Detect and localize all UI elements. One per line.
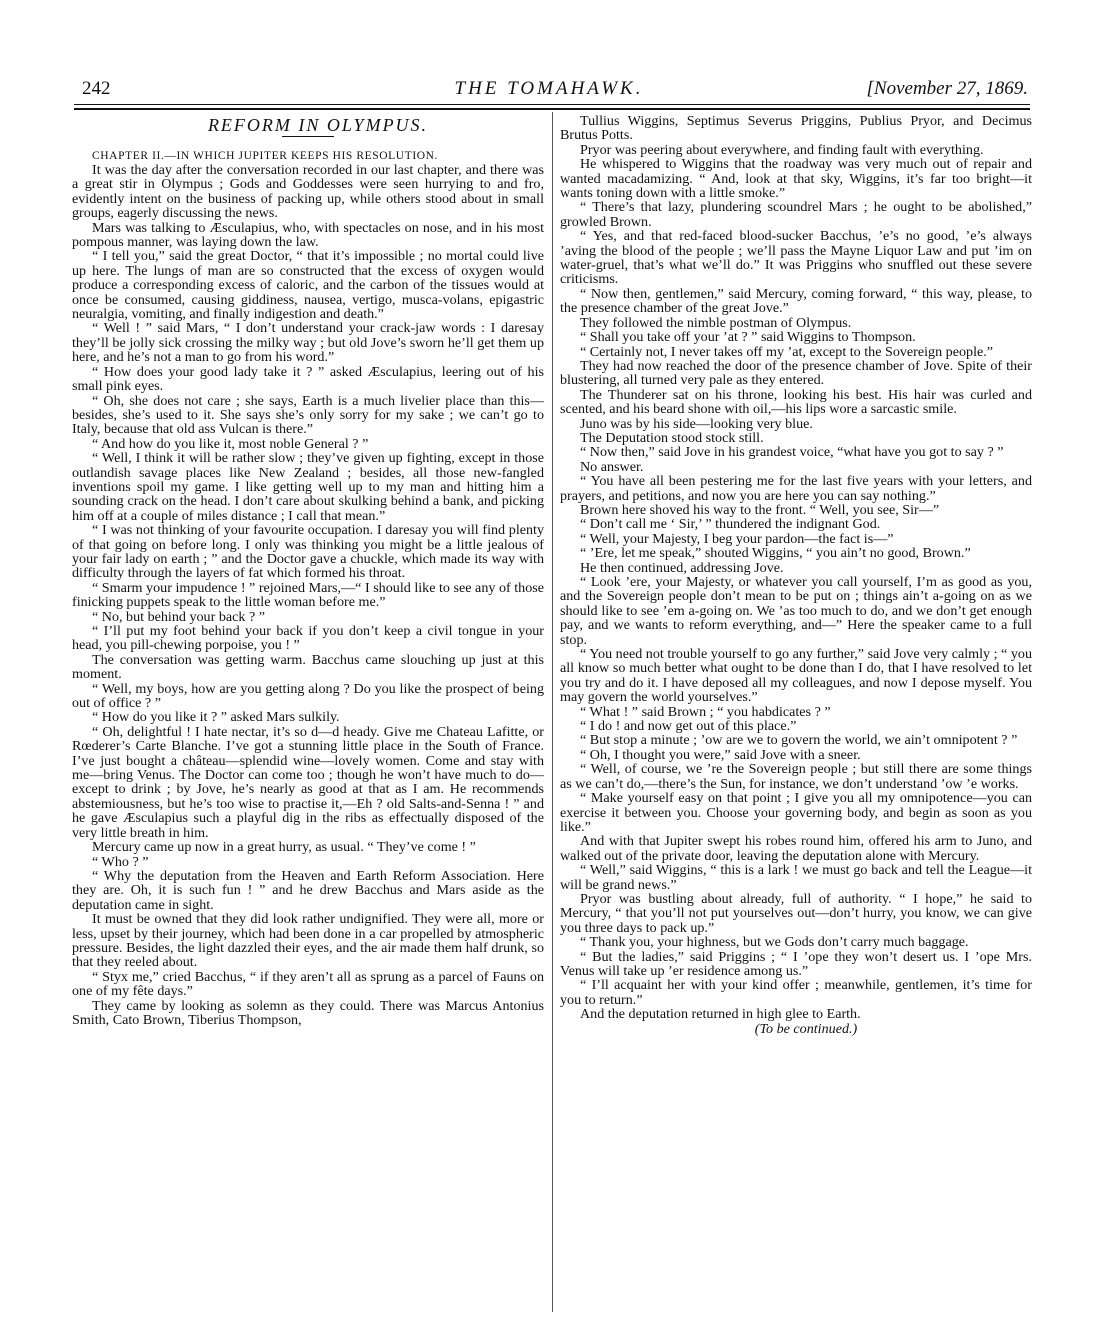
paragraph: “ How do you like it ? ” asked Mars sulkily. [92,709,340,726]
paragraph: “ You need not trouble yourself to go any further,” said Jove very calmly ; “ you all know so much better what ought to be done than I do, that I have resolved to let you try and do it. I have deposed all my colleagues, and now I depose myself. You may govern the world yourselves.” [560,646,1032,706]
right-column [560,114,1032,1036]
left-paragraphs [72,163,544,1027]
paragraph: “ Well, I think it will be rather slow ; they’ve given up fighting, except in those outlandish savage places like New Zealand ; besides, all those new-fangled inventions spoil my game. I like getting well up to my man and hitting him a sounding crack on the head. I don’t care about skulking behind a bank, and picking him off at a couple of miles distance ; I call that mean.” [72,450,544,524]
paragraph: “ How does your good lady take it ? ” asked Æsculapius, leering out of his small pink eyes. [72,363,544,395]
paragraph: Juno was by his side—looking very blue. [580,415,813,432]
paragraph: The conversation was getting warm. Bacchus came slouching up just at this moment. [72,651,544,683]
paragraph: Mars was talking to Æsculapius, who, with spectacles on nose, and in his most pompous manner, was laying down the law. [72,219,544,251]
paragraph: No answer. [580,458,644,475]
paragraph: “ I’ll put my foot behind your back if you don’t keep a civil tongue in your head, you pill-chewing porpoise, you ! ” [72,623,544,654]
paragraph: The Thunderer sat on his throne, looking his best. His hair was curled and scented, and his beard shone with oil,—his lips wore a sarcastic smile. [560,386,1032,418]
paragraph: “ Who ? ” [92,853,149,870]
paragraph: Pryor was bustling about already, full of authority. “ I hope,” he said to Mercury, “ that you’ll not put yourselves out—don’t hurry, you know, we can give you three days to pack up.” [560,890,1032,936]
issue-date: [November 27, 1869. [866,78,1028,99]
right-paragraphs [560,114,1032,1022]
header-rule-thick [74,108,1030,110]
paragraph: Pryor was peering about everywhere, and finding fault with everything. [580,141,984,158]
paragraph: “ Why the deputation from the Heaven and Earth Reform Association. Here they are. Oh, it is such fun ! ” and he drew Bacchus and Mars aside as the deputation came in sight. [72,867,544,913]
page-number: 242 [82,78,111,99]
paragraph: “ Certainly not, I never takes off my ’at, except to the Sovereign people.” [580,343,994,360]
paragraph: “ Don’t call me ‘ Sir,’ ” thundered the indignant God. [580,516,881,533]
paragraph: They had now reached the door of the presence chamber of Jove. Spite of their blustering, all turned very pale as they entered. [560,357,1032,389]
paragraph: “ Styx me,” cried Bacchus, “ if they aren’t all as sprung as a parcel of Fauns on one of my fête days.” [72,968,544,1000]
paragraph: “ ’Ere, let me speak,” shouted Wiggins, “ you ain’t no good, Brown.” [580,545,971,562]
page-header [68,78,1030,104]
column-separator [552,112,553,1312]
paragraph: “ You have all been pestering me for the last five years with your letters, and prayers, and petitions, and now you are here you can say nothing.” [560,473,1032,504]
paragraph: “ No, but behind your back ? ” [92,608,265,625]
paragraph: And the deputation returned in high glee to Earth. [580,1006,861,1023]
paragraph: It was the day after the conversation recorded in our last chapter, and there was a great stir in Olympus ; Gods and Goddesses were seen hurrying to and fro, evidently intent on the business of packing up, while others stood about in small groups, eagerly discussing the news. [72,162,544,222]
paragraph: “ But stop a minute ; ’ow are we to govern the world, we ain’t omnipotent ? ” [580,732,1018,749]
paragraph: They followed the nimble postman of Olympus. [580,314,852,331]
paragraph: Brown here shoved his way to the front. “ Well, you see, Sir—” [580,501,940,518]
paragraph: “ There’s that lazy, plundering scoundrel Mars ; he ought to be abolished,” growled Brown. [560,199,1032,230]
paragraph: They came by looking as solemn as they could. There was Marcus Antonius Smith, Cato Brown, Tiberius Thompson, [72,997,544,1028]
paragraph: “ Oh, she does not care ; she says, Earth is a much livelier place than this—besides, she’s used to it. She says she’s only sorry for my sake ; we can’t go to Italy, because that old ass Vulcan is there.” [72,392,544,438]
paragraph: “ Well, my boys, how are you getting along ? Do you like the prospect of being out of office ? ” [72,680,544,712]
paragraph: He whispered to Wiggins that the roadway was very much out of repair and wanted macadamizing. “ And, look at that sky, Wiggins, it’s far too bright—it wants toning down with a little smoke.” [560,156,1032,202]
paragraph: “ Well,” said Wiggins, “ this is a lark ! we must go back and tell the League—it will be grand news.” [560,862,1032,893]
chapter-heading: CHAPTER II.—IN WHICH JUPITER KEEPS HIS RESOLUTION. [92,150,439,162]
continued-note: (To be continued.) [754,1020,858,1037]
paragraph: “ Smarm your impudence ! ” rejoined Mars,—“ I should like to see any of those finicking puppets speak to the little woman before me.” [72,579,544,611]
publication-title: THE TOMAHAWK. [454,78,644,99]
paragraph: “ Now then, gentlemen,” said Mercury, coming forward, “ this way, please, to the presence chamber of the great Jove.” [560,285,1032,317]
paragraph: “ Well ! ” said Mars, “ I don’t understand your crack-jaw words : I daresay they’ll be jolly sick crossing the milky way ; but old Jove’s sworn he’ll get them up here, and he’s not a man to go from his word.” [72,320,544,366]
paragraph: “ Thank you, your highness, but we Gods don’t carry much baggage. [580,934,969,951]
paragraph: “ Make yourself easy on that point ; I give you all my omnipotence—you can exercise it between you. Choose your governing body, and begin as soon as you like.” [560,790,1032,835]
article-title: REFORM IN OLYMPUS. [207,115,429,135]
newspaper-page [68,70,1030,1320]
paragraph: “ Shall you take off your ’at ? ” said Wiggins to Thompson. [580,329,916,346]
paragraph: He then continued, addressing Jove. [580,559,784,576]
paragraph: Mercury came up now in a great hurry, as usual. “ They’ve come ! ” [92,839,476,856]
paragraph: “ Oh, I thought you were,” said Jove with a sneer. [580,746,861,763]
paragraph: And with that Jupiter swept his robes round him, offered his arm to Juno, and walked out of the private door, leaving the deputation alone with Mercury. [560,833,1032,864]
paragraph: “ Now then,” said Jove in his grandest voice, “what have you got to say ? ” [580,444,1004,461]
paragraph: “ Look ’ere, your Majesty, or whatever you call yourself, I’m as good as you, and the Sovereign people don’t mean to be put on ; things ain’t a-going on as we should like to see ’em a-going on. We ’as too much to do, and we don’t get enough pay, and we wants to reform everything, and—” Here the speaker came to a full stop. [560,574,1032,648]
paragraph: “ I was not thinking of your favourite occupation. I daresay you will find plenty of that going on before long. I only was thinking you might be a little jealous of your fair lady on earth ; ” and the Doctor gave a chuckle, which made its way with difficulty through the layers of fat which formed his throat. [72,522,544,582]
paragraph: “ I tell you,” said the great Doctor, “ that it’s impossible ; no mortal could live up here. The lungs of man are so constructed that the excess of oxygen would produce a corresponding excess of caloric, and the carbon of the tissues would at once be consumed, causing giddiness, nausea, vertigo, musca-volans, epigastric neuralgia, vomiting, and finally indigestion and death.” [72,248,544,323]
paragraph: “ What ! ” said Brown ; “ you habdicates ? ” [580,703,831,720]
paragraph: “ And how do you like it, most noble General ? ” [92,435,369,452]
header-rule-thin [74,104,1030,105]
paragraph: Tullius Wiggins, Septimus Severus Priggins, Publius Pryor, and Decimus Brutus Potts. [560,113,1032,144]
paragraph: “ I do ! and now get out of this place.” [580,718,797,735]
paragraph: The Deputation stood stock still. [580,429,764,446]
paragraph: “ Well, of course, we ’re the Sovereign people ; but still there are some things as we can’t do,—there’s the Sun, for instance, we don’t understand ’ow ’e works. [560,761,1032,792]
left-column [72,114,544,1027]
paragraph: It must be owned that they did look rather undignified. They were all, more or less, upset by their journey, which had been done in a car propelled by atmospheric pressure. Besides, the light dazzled their eyes, and the air made them half drunk, so that they reeled about. [72,911,544,971]
title-rule [282,136,334,137]
paragraph: “ But the ladies,” said Priggins ; “ I ’ope they won’t desert us. I ’ope Mrs. Venus will take up ’er residence among us.” [560,948,1032,979]
paragraph: “ Well, your Majesty, I beg your pardon—the fact is—” [580,530,894,547]
paragraph: “ Yes, and that red-faced blood-sucker Bacchus, ’e’s no good, ’e’s always ’aving the blood of the people ; we’ll pass the Mayne Liquor Law and put ’im on water-gruel, that’s what we’ll do.” It was Priggins who snuffled out these severe criticisms. [560,228,1032,288]
paragraph: “ Oh, delightful ! I hate nectar, it’s so d—d heady. Give me Chateau Lafitte, or Rœderer’s Carte Blanche. I’ve got a stunning little place in the South of France. I’ve just bought a château—splendid wine—lovely women. Come and stay with me—bring Venus. The Doctor can come too ; though he won’t have much to do—except to drink ; by Jove, he’s nearly as good at that as I am. He recommends abstemiousness, but he’s too wise to practise it,—Eh ? old Salts-and-Senna ! ” and he gave Æsculapius such a playful dig in the ribs as effectually disposed of the very little breath in him. [72,723,544,841]
paragraph: “ I’ll acquaint her with your kind offer ; meanwhile, gentlemen, it’s time for you to return.” [560,977,1032,1008]
